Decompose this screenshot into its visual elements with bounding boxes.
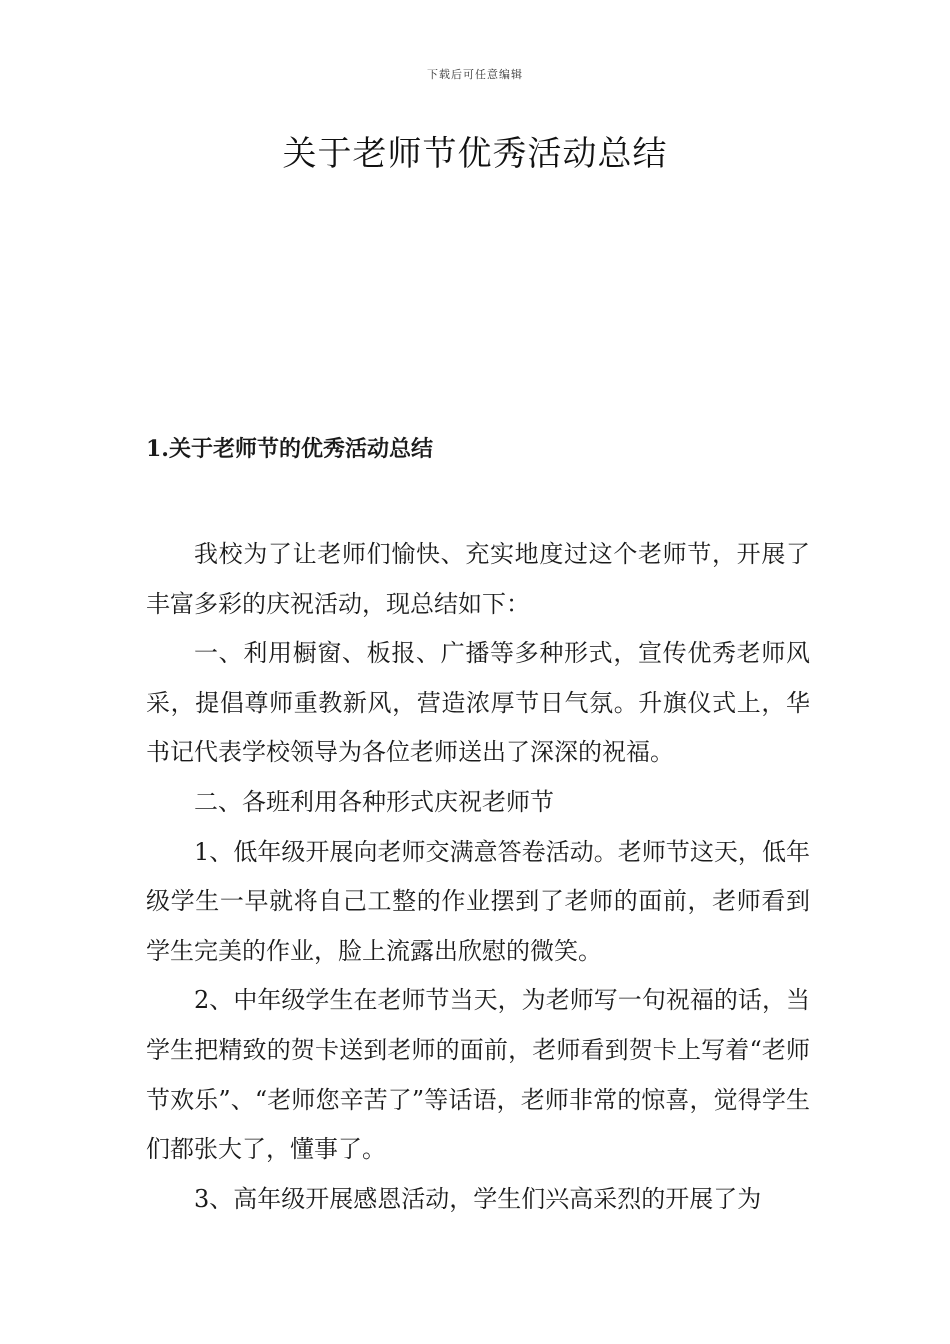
- section-heading: 1.关于老师节的优秀活动总结: [146, 436, 433, 462]
- paragraph-point-1: 一、利用橱窗、板报、广播等多种形式，宣传优秀老师风采，提倡尊师重教新风，营造浓厚节日气氛。升旗仪式上，华书记代表学校领导为各位老师送出了深深的祝福。: [146, 639, 810, 767]
- paragraph-point-2: 二、各班利用各种形式庆祝老师节: [194, 787, 554, 816]
- document-title: 关于老师节优秀活动总结: [282, 134, 668, 174]
- paragraph-sub-3: 3、高年级开展感恩活动，学生们兴高采烈的开展了为: [194, 1184, 762, 1213]
- paragraph-sub-1: 1、低年级开展向老师交满意答卷活动。老师节这天，低年级学生一早就将自己工整的作业摆到了老师的面前，老师看到学生完美的作业，脸上流露出欣慰的微笑。: [146, 837, 810, 965]
- paragraph-sub-2: 2、中年级学生在老师节当天，为老师写一句祝福的话，当学生把精致的贺卡送到老师的面前，老师看到贺卡上写着“老师节欢乐”、“老师您辛苦了”等话语，老师非常的惊喜，觉得学生们都张大了，懂事了。: [146, 986, 810, 1164]
- document-body: [146, 530, 810, 1224]
- paragraph-intro: 我校为了让老师们愉快、充实地度过这个老师节，开展了丰富多彩的庆祝活动，现总结如下：: [146, 540, 810, 618]
- header-note: 下载后可任意编辑: [427, 68, 523, 81]
